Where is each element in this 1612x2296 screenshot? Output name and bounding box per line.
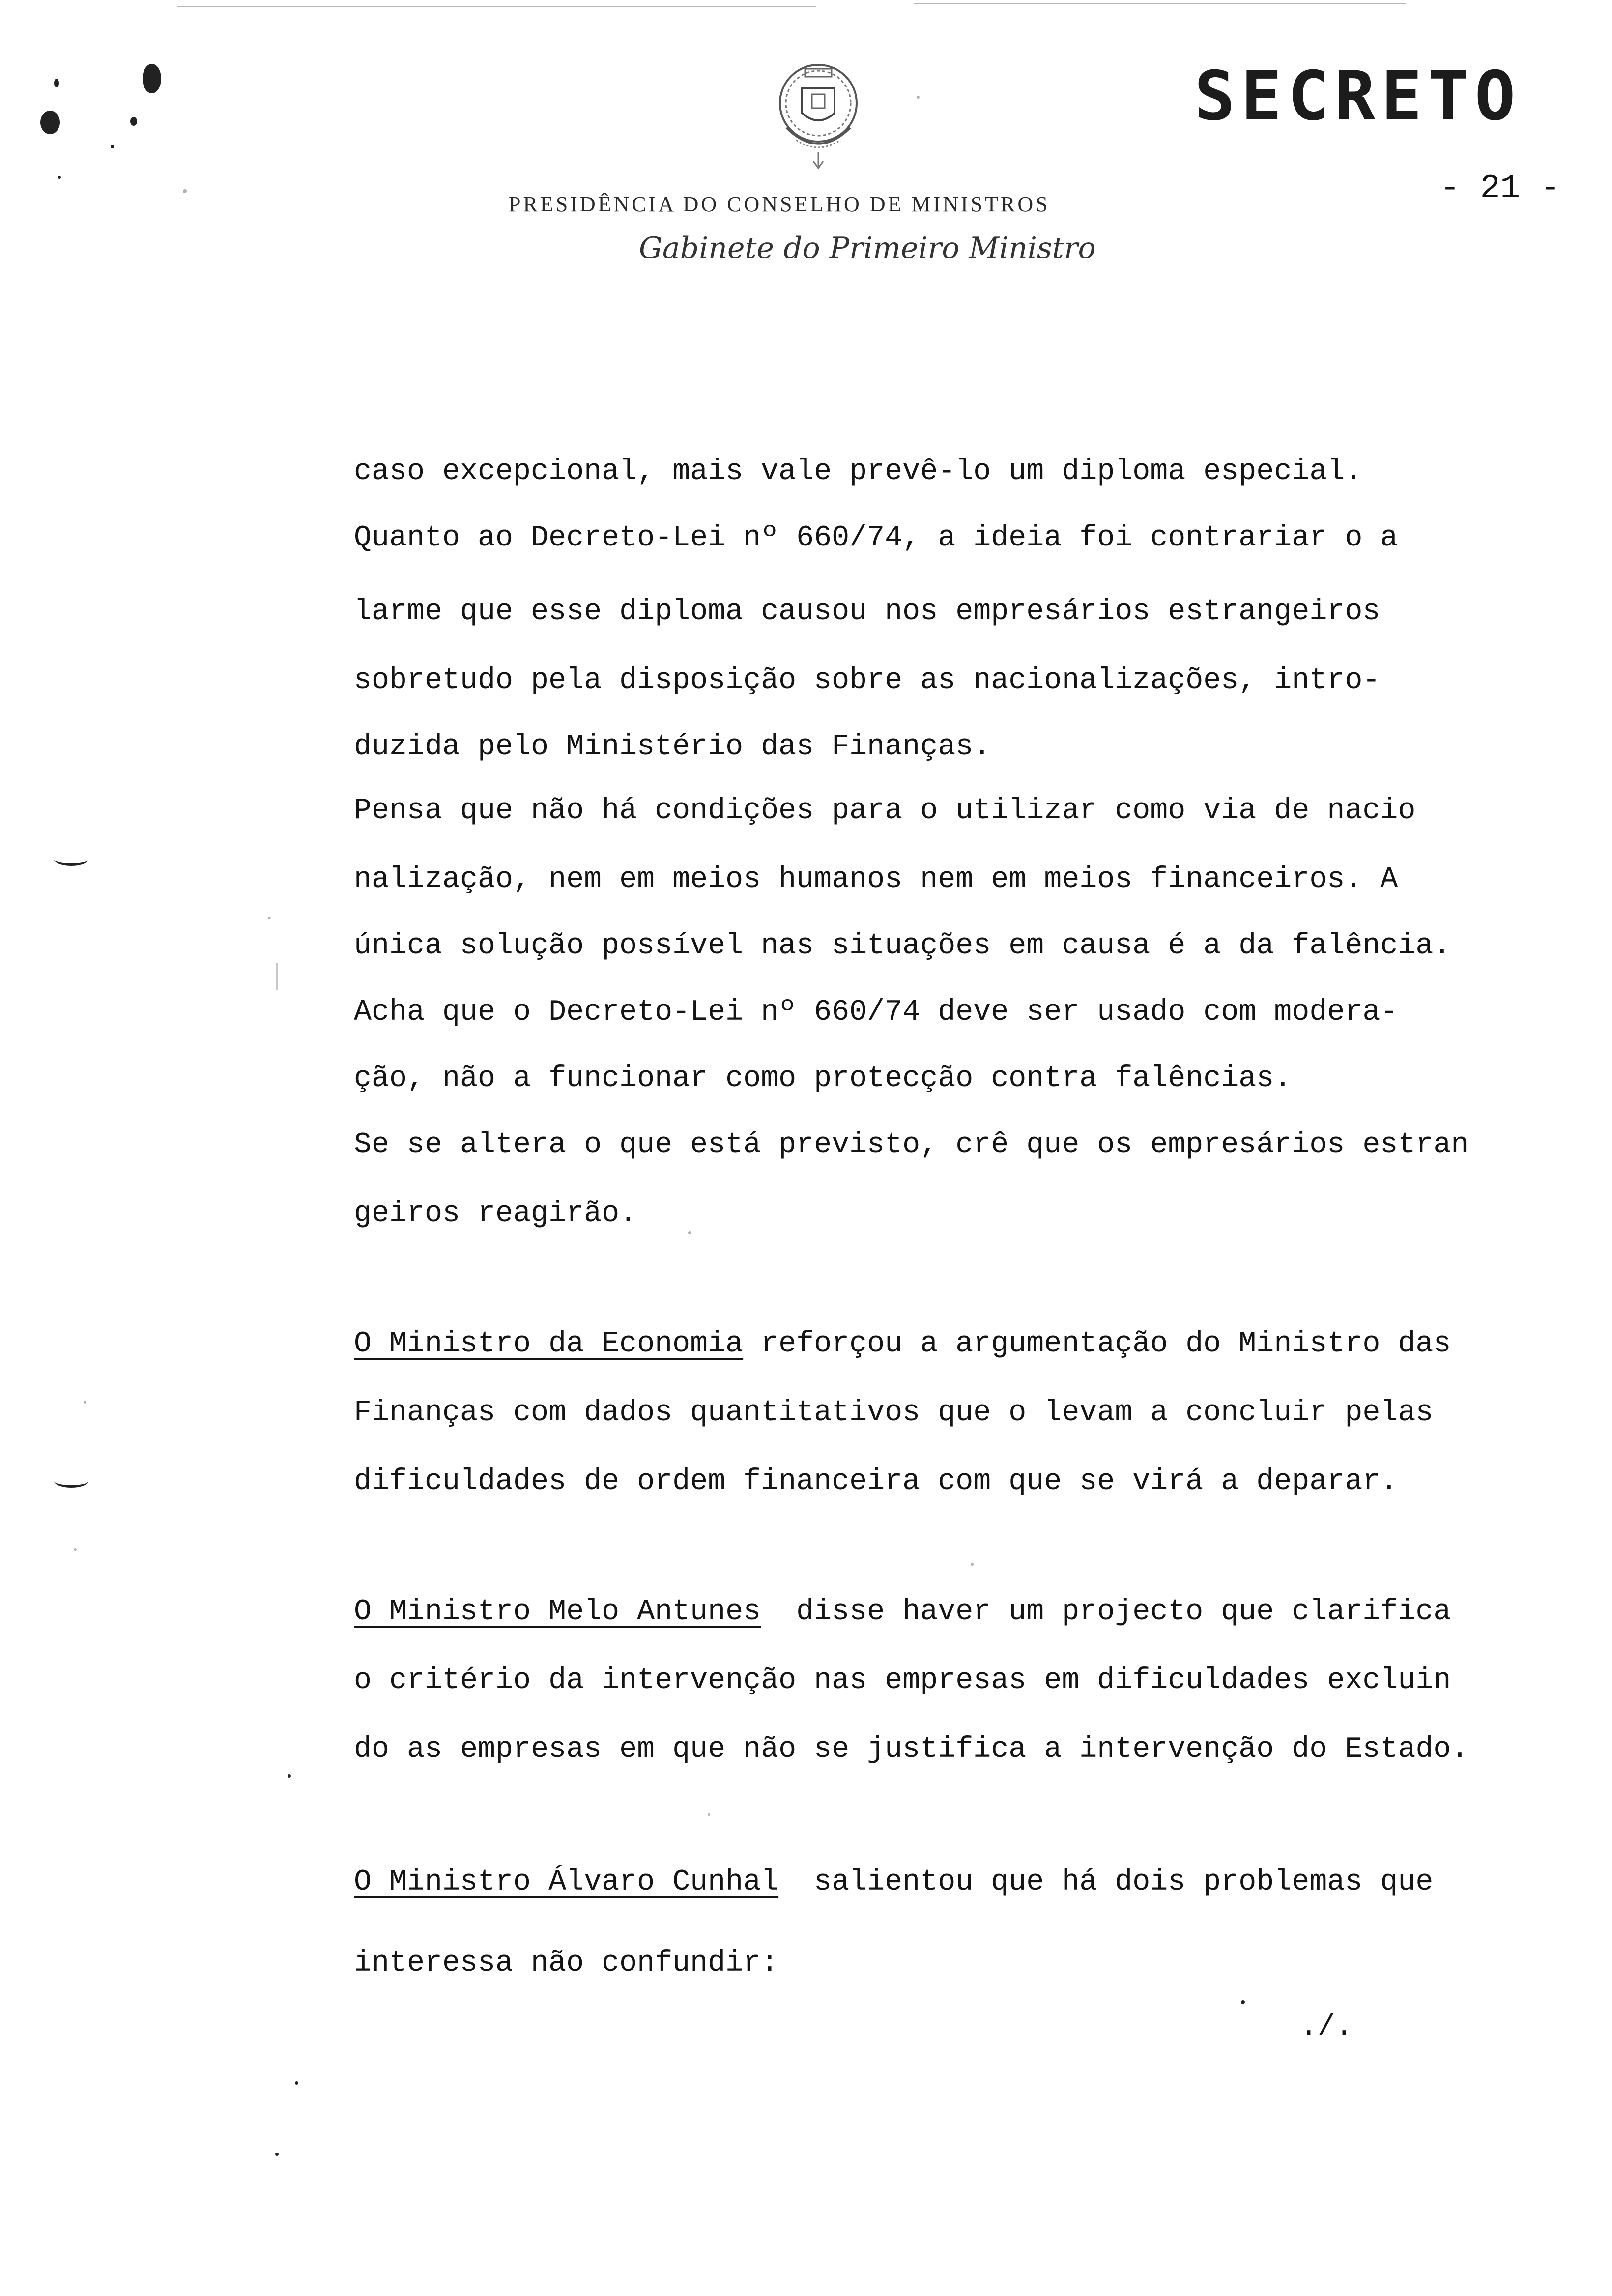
- scan-speck: [130, 117, 137, 126]
- body-line: ção, não a funcionar como protecção contra falências.: [354, 1062, 1292, 1095]
- body-line: caso excepcional, mais vale prevê-lo um diploma especial.: [354, 455, 1363, 488]
- body-line: [354, 1597, 1451, 1627]
- institution-header: PRESIDÊNCIA DO CONSELHO DE MINISTROS: [509, 192, 1050, 216]
- scan-speck: [971, 1563, 974, 1566]
- body-line: duzida pelo Ministério das Finanças.: [354, 730, 991, 764]
- body-line: geiros reagirão.: [354, 1197, 637, 1231]
- secret-stamp: SECRETO: [1194, 57, 1522, 136]
- speaker-name: O Ministro da Economia: [354, 1327, 744, 1361]
- scan-speck: [74, 1548, 77, 1551]
- scan-speck: [84, 1401, 86, 1404]
- speaker-line-text: reforçou a argumentação do Ministro das: [743, 1327, 1451, 1361]
- body-line: Quanto ao Decreto-Lei nº 660/74, a ideia foi contrariar o a: [354, 521, 1398, 555]
- page-number: - 21 -: [1440, 170, 1560, 207]
- office-subheader: Gabinete do Primeiro Ministro: [639, 231, 1096, 265]
- binder-hole-mark: [54, 853, 88, 866]
- body-line: [354, 1867, 1433, 1897]
- body-line: [354, 1329, 1451, 1359]
- continuation-mark: ./.: [1300, 2010, 1353, 2044]
- scan-speck: [917, 96, 920, 99]
- binder-hole-mark: [54, 1474, 88, 1488]
- body-line: Acha que o Decreto-Lei nº 660/74 deve ser usado com modera-: [354, 996, 1398, 1029]
- scan-speck: [111, 145, 114, 148]
- body-line: sobretudo pela disposição sobre as nacionalizações, intro-: [354, 664, 1381, 697]
- scan-speck: [183, 189, 187, 193]
- scan-edge-line: [177, 6, 816, 7]
- coat-of-arms-seal-icon: [767, 54, 870, 172]
- scan-edge-line: [914, 3, 1406, 4]
- body-line: única solução possível nas situações em causa é a da falência.: [354, 929, 1451, 963]
- scan-speck: [58, 176, 61, 179]
- body-line: interessa não confundir:: [354, 1947, 779, 1980]
- body-line: Finanças com dados quantitativos que o levam a concluir pelas: [354, 1396, 1434, 1430]
- scan-mark: [276, 963, 278, 990]
- speaker-line-text: salientou que há dois problemas que: [778, 1866, 1434, 1899]
- scan-speck: [40, 111, 60, 134]
- scan-speck: [143, 64, 161, 93]
- scan-speck: [288, 1774, 291, 1778]
- speaker-line-text: disse haver um projecto que clarifica: [761, 1595, 1451, 1629]
- speaker-name: O Ministro Álvaro Cunhal: [354, 1866, 779, 1899]
- body-line: dificuldades de ordem financeira com que se virá a deparar.: [354, 1465, 1398, 1498]
- body-line: do as empresas em que não se justifica a intervenção do Estado.: [354, 1733, 1469, 1766]
- scan-speck: [295, 2081, 298, 2085]
- scan-speck: [708, 1813, 710, 1816]
- body-line: o critério da intervenção nas empresas em dificuldades excluin: [354, 1664, 1451, 1697]
- scan-speck: [275, 2152, 279, 2156]
- body-line: Se se altera o que está previsto, crê que os empresários estran: [354, 1128, 1469, 1162]
- scan-speck: [54, 79, 59, 87]
- body-line: larme que esse diploma causou nos empresários estrangeiros: [354, 595, 1381, 629]
- body-line: nalização, nem em meios humanos nem em meios financeiros. A: [354, 863, 1398, 896]
- body-line: Pensa que não há condições para o utilizar como via de nacio: [354, 794, 1416, 828]
- scan-speck: [688, 1231, 691, 1234]
- scan-speck: [268, 917, 271, 919]
- speaker-name: O Ministro Melo Antunes: [354, 1595, 761, 1629]
- scan-speck: [1241, 2000, 1245, 2004]
